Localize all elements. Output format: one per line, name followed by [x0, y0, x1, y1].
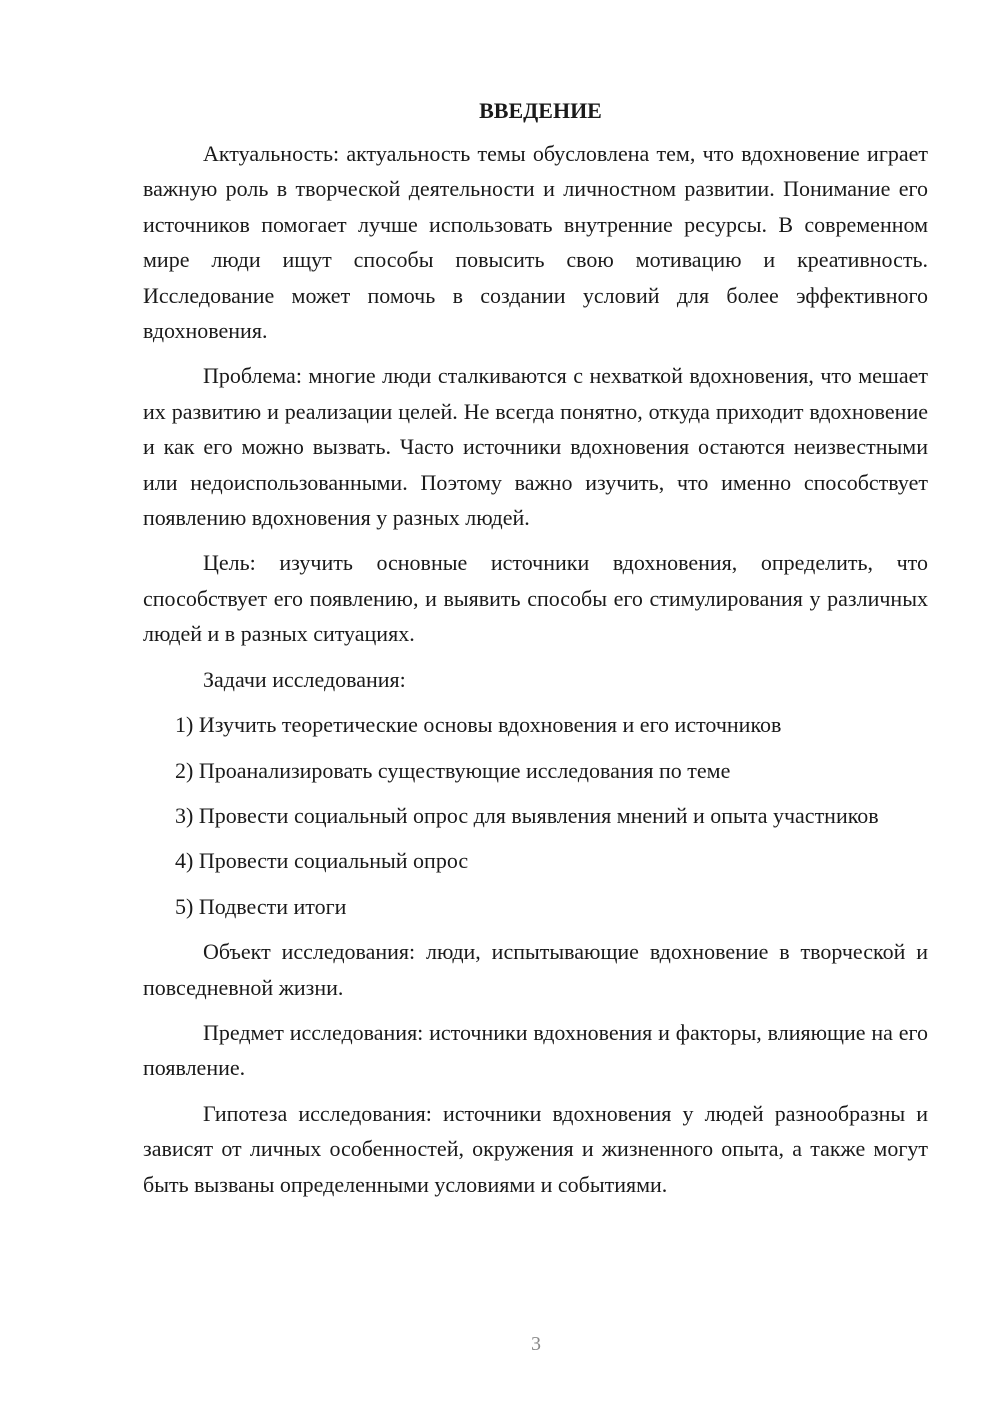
- goal-paragraph: Цель: изучить основные источники вдохновения, определить, что способствует его появлению, и выявить способы его стимулирования у различных людей и в разных ситуациях.: [143, 550, 928, 647]
- page-number: 3: [531, 1333, 541, 1355]
- task-item-3: 3) Провести социальный опрос для выявления мнений и опыта участников: [175, 802, 879, 828]
- task-item-4: 4) Провести социальный опрос: [175, 848, 469, 874]
- task-item-5: 5) Подвести итоги: [175, 893, 347, 919]
- page-title: ВВЕДЕНИЕ: [479, 98, 602, 123]
- subject-paragraph: Предмет исследования: источники вдохновения и факторы, влияющие на его появление.: [143, 1019, 928, 1081]
- task-item-1: 1) Изучить теоретические основы вдохновения и его источников: [175, 712, 782, 738]
- object-paragraph: Объект исследования: люди, испытывающие вдохновение в творческой и повседневной жизни.: [143, 939, 928, 1000]
- document-body: [143, 96, 928, 1212]
- hypothesis-paragraph: Гипотеза исследования: источники вдохновения у людей разнообразны и зависят от личных особенностей, окружения и жизненного опыта, а также могут быть вызваны определенными условиями и событиями.: [143, 1100, 928, 1197]
- task-item-2: 2) Проанализировать существующие исследования по теме: [175, 757, 731, 783]
- relevance-paragraph: Актуальность: актуальность темы обусловлена тем, что вдохновение играет важную роль в творческой деятельности и личностном развитии. Понимание его источников помогает лучше использовать внутренние ресурсы. В современном мире люди ищут способы повысить свою мотивацию и креативность. Исследование может помочь в создании условий для более эффективного вдохновения.: [143, 141, 928, 344]
- problem-paragraph: Проблема: многие люди сталкиваются с нехваткой вдохновения, что мешает их развитию и реализации целей. Не всегда понятно, откуда приходит вдохновение и как его можно вызвать. Часто источники вдохновения остаются неизвестными или недоиспользованными. Поэтому важно изучить, что именно способствует появлению вдохновения у разных людей.: [143, 363, 928, 531]
- tasks-heading: Задачи исследования:: [203, 666, 406, 692]
